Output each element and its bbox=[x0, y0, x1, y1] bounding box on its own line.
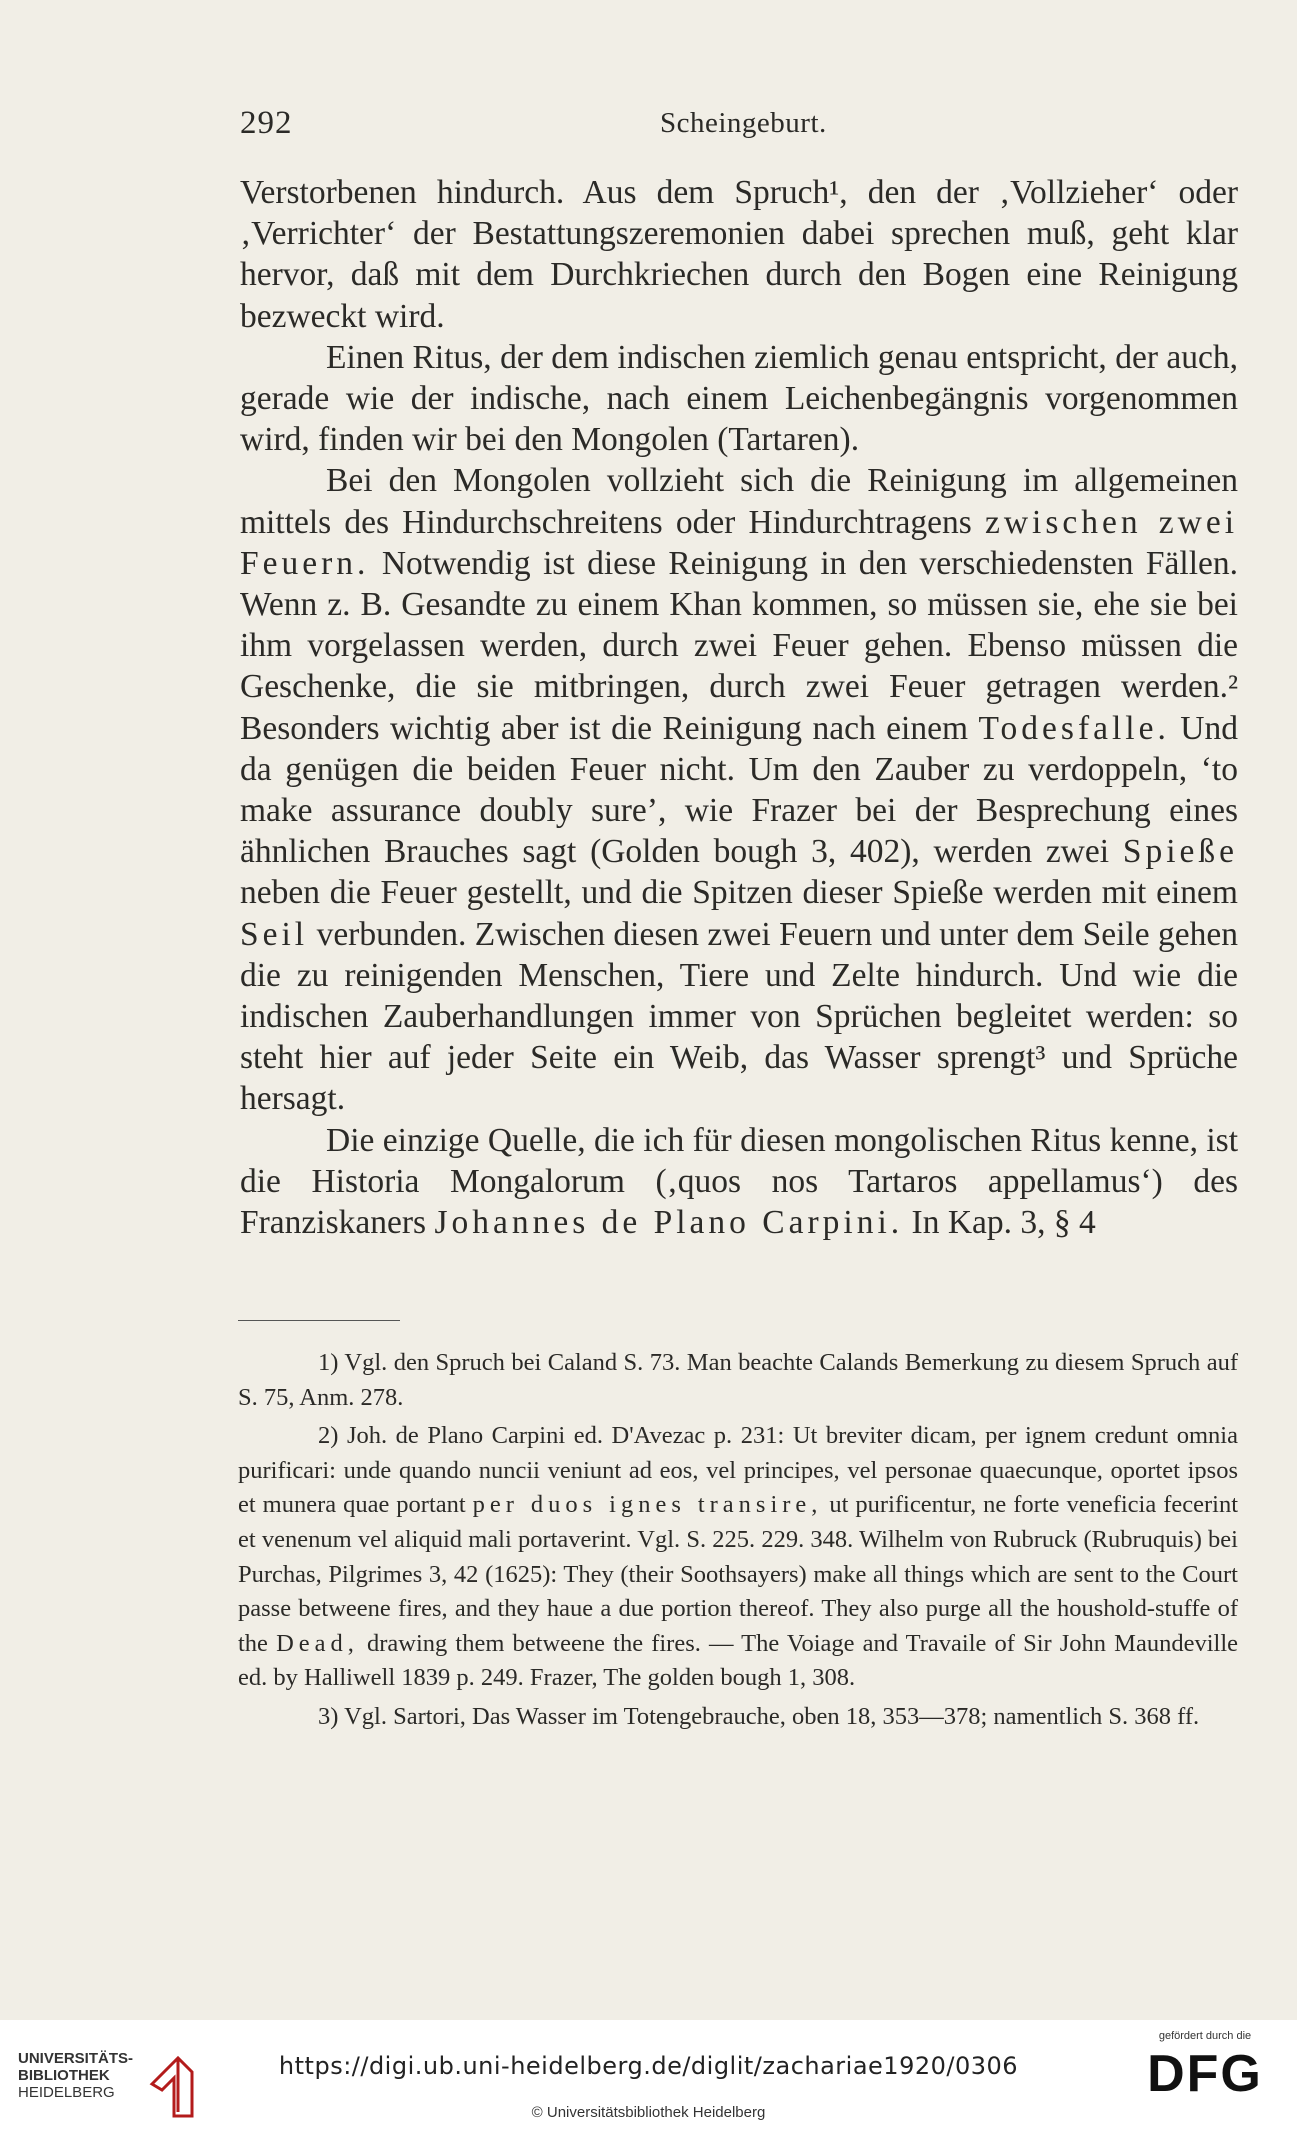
running-title: Scheingeburt. bbox=[660, 107, 827, 139]
footnotes bbox=[238, 1346, 1238, 1739]
copyright-notice: © Universitätsbibliothek Heidelberg bbox=[531, 2104, 766, 2121]
paragraph-3-part-e: Und da genügen die beiden Feuer nicht. Um den Zauber zu verdoppeln, ‘to make assurance doubly sure’, wie Frazer bei der Besprechung eines ähnlichen Brauches sagt (Golden bough 3, 402), werden zwei bbox=[240, 709, 1238, 871]
library-name-line-1: UNIVERSITÄTS- bbox=[18, 2050, 134, 2067]
paragraph-3-part-a: Bei den Mongolen vollzieht sich die Reinigung im allgemeinen mittels des Hindurchschreitens oder Hindurchtragens bbox=[240, 462, 1238, 541]
viewer-footer bbox=[0, 2020, 1297, 2144]
library-name-line-3: HEIDELBERG bbox=[18, 2084, 115, 2101]
permalink-url[interactable]: https://digi.ub.uni-heidelberg.de/diglit/zachariae1920/0306 bbox=[278, 2052, 1019, 2080]
paragraph-4-part-a: Die einzige Quelle, die ich für diesen mongolischen Ritus kenne, ist die Historia Mongalorum (‚quos nos Tartaros appellamus‘) des Franziskaners bbox=[240, 1121, 1238, 1242]
library-name-line-2: BIBLIOTHEK bbox=[18, 2067, 110, 2084]
emphasis-seil: Seil bbox=[240, 915, 309, 953]
paragraph-4 bbox=[240, 1120, 1238, 1244]
footnote-1: 1) Vgl. den Spruch bei Caland S. 73. Man beachte Calands Bemerkung zu diesem Spruch auf S. 75, Anm. 278. bbox=[238, 1349, 1238, 1411]
emphasis-todesfalle: Todesfalle. bbox=[978, 709, 1170, 747]
paragraph-3-part-c: Notwendig ist diese Reinigung in den verschiedensten Fällen. Wenn z. B. Gesandte zu einem Khan kommen, so müssen sie, ehe sie bei ihm vorgelassen werden, durch zwei Feuer gehen. Ebenso müssen die Geschenke, die sie mitbringen, durch zwei Feuer getragen werden.² Besonders wichtig aber ist die Reinigung nach einem bbox=[240, 544, 1239, 747]
emphasis-spiesse: Spieße bbox=[1122, 833, 1238, 871]
paragraph-1: Verstorbenen hindurch. Aus dem Spruch¹, den der ‚Vollzieher‘ oder ‚Verrichter‘ der Bestattungszeremonien dabei sprechen muß, geht klar hervor, daß mit dem Durchkriechen durch den Bogen eine Reinigung bezweckt wird. bbox=[240, 174, 1238, 335]
page-header bbox=[240, 105, 1237, 145]
footnote-2-emphasis-dead: Dead, bbox=[276, 1629, 359, 1657]
paragraph-4-part-c: In Kap. 3, § 4 bbox=[911, 1204, 1096, 1242]
footnote-2-part-c: ut purificentur, ne forte veneficia fecerint et venenum vel aliquid mali portaverint. Vgl. S. 225. 229. 348. Wilhelm von Rubruck (Rubruquis) bei Purchas, Pilgrimes 3, 42 (1625): They (their Soothsayers) make all things which are sent to the Court passe betweene fires, and they haue a due portion thereof. They also purge all the houshold-stuffe of the bbox=[238, 1491, 1239, 1657]
footnote-2-emphasis-ignes: per duos ignes transire, bbox=[472, 1491, 823, 1519]
body-text bbox=[240, 172, 1238, 1243]
emphasis-zwischen-zwei-feuern: zwischen zwei Feuern. bbox=[240, 503, 1238, 582]
paragraph-3 bbox=[240, 460, 1238, 1119]
paragraph-3-part-i: verbunden. Zwischen diesen zwei Feuern und unter dem Seile gehen die zu reinigenden Menschen, Tiere und Zelte hindurch. Und wie die indischen Zauberhandlungen immer von Sprüchen begleitet werden: so steht hier auf jeder Seite ein Weib, das Wasser sprengt³ und Sprüche hersagt. bbox=[240, 915, 1238, 1118]
emphasis-carpini: Johannes de Plano Carpini. bbox=[434, 1204, 904, 1242]
page-number: 292 bbox=[240, 105, 293, 141]
funder-logo[interactable] bbox=[1135, 2030, 1275, 2130]
footnote-2 bbox=[238, 1419, 1238, 1696]
funder-caption: gefördert durch die bbox=[1158, 2030, 1252, 2042]
paragraph-3-part-g: neben die Feuer gestellt, und die Spitzen dieser Spieße werden mit einem bbox=[240, 874, 1238, 912]
footnote-3: 3) Vgl. Sartori, Das Wasser im Totengebrauche, oben 18, 353—378; namentlich S. 368 ff. bbox=[318, 1702, 1200, 1730]
footnote-divider bbox=[238, 1320, 400, 1321]
footnote-2-part-e: drawing them betweene the fires. — The Voiage and Travaile of Sir John Maundeville ed. by Halliwell 1839 p. 249. Frazer, The golden bough 1, 308. bbox=[238, 1629, 1239, 1692]
funder-logo-text: DFG bbox=[1147, 2045, 1263, 2103]
footnote-2-part-a: 2) Joh. de Plano Carpini ed. D'Avezac p. 231: Ut breviter dicam, per ignem credunt omnia purificari: unde quando nuncii veniunt ad eos, vel principes, vel personae quaecunque, oportet ipsos et munera quae portant bbox=[238, 1422, 1238, 1519]
paragraph-2: Einen Ritus, der dem indischen ziemlich genau entspricht, der auch, gerade wie der indische, nach einem Leichenbegängnis vorgenommen wird, finden wir bei den Mongolen (Tartaren). bbox=[240, 338, 1238, 459]
